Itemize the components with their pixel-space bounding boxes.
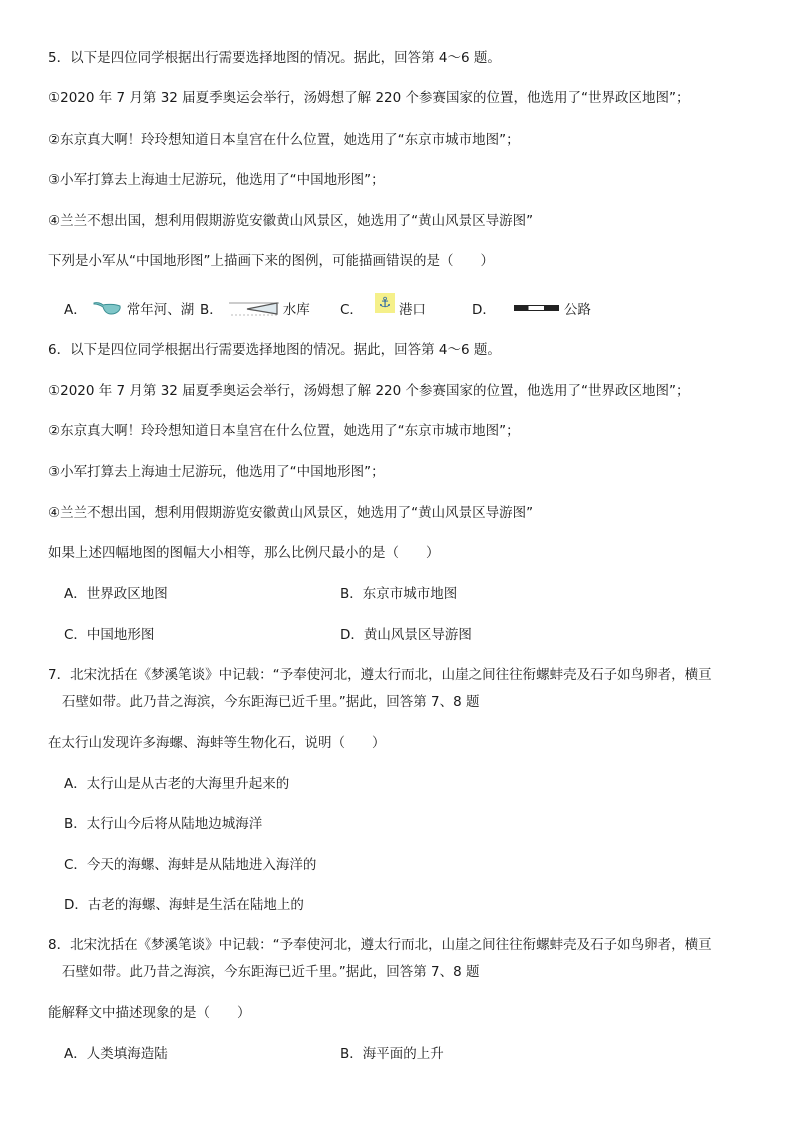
- q6-option-b[interactable]: B．东京市城市地图: [340, 586, 458, 602]
- q5-option-b[interactable]: [200, 296, 310, 320]
- q7-option-a[interactable]: A．太行山是从古老的大海里升起来的: [64, 776, 290, 792]
- option-text: 公路: [563, 302, 591, 318]
- q6-stem: 6．以下是四位同学根据出行需要选择地图的情况。据此，回答第 4～6 题。: [48, 342, 501, 358]
- q5-option-c[interactable]: [340, 296, 426, 320]
- q5-option-d[interactable]: [472, 296, 591, 320]
- option-text: 港口: [398, 302, 426, 318]
- q6-option-a[interactable]: A．世界政区地图: [64, 586, 168, 602]
- option-text: 常年河、湖: [126, 302, 195, 318]
- q6-option-c[interactable]: C．中国地形图: [64, 627, 155, 643]
- option-letter: A．: [64, 302, 87, 318]
- option-letter: B．: [200, 302, 223, 318]
- q7-option-c[interactable]: C．今天的海螺、海蚌是从陆地进入海洋的: [64, 857, 317, 873]
- q8-question: 能解释文中描述现象的是（ ）: [48, 1005, 251, 1021]
- q6-question: 如果上述四幅地图的图幅大小相等，那么比例尺最小的是（ ）: [48, 545, 440, 561]
- q6-scenario-4: ④兰兰不想出国，想利用假期游览安徽黄山风景区，她选用了“黄山风景区导游图”: [48, 505, 534, 521]
- option-text: 水库: [282, 302, 310, 318]
- q5-scenario-2: ②东京真大啊！玲玲想知道日本皇宫在什么位置，她选用了“东京市城市地图”；: [48, 132, 520, 148]
- q7-option-d[interactable]: D．古老的海螺、海蚌是生活在陆地上的: [64, 897, 304, 913]
- q5-scenario-3: ③小军打算去上海迪士尼游玩，他选用了“中国地形图”；: [48, 172, 385, 188]
- q8-stem-line-1: 8．北宋沈括在《梦溪笔谈》中记载：“予奉使河北，遵太行而北，山崖之间往往衔螺蚌壳及石子如鸟卵者，横亘: [48, 937, 712, 953]
- q8-stem-line-2: 石壁如带。此乃昔之海滨，今东距海已近千里。”据此，回答第 7、8 题: [62, 964, 480, 980]
- q8-option-a[interactable]: A．人类填海造陆: [64, 1046, 168, 1062]
- q6-option-d[interactable]: D．黄山风景区导游图: [340, 627, 472, 643]
- option-letter: C．: [340, 302, 363, 318]
- q5-scenario-4: ④兰兰不想出国，想利用假期游览安徽黄山风景区，她选用了“黄山风景区导游图”: [48, 213, 534, 229]
- q7-question: 在太行山发现许多海螺、海蚌等生物化石，说明（ ）: [48, 735, 386, 751]
- lake-river-icon: [93, 297, 123, 319]
- q8-option-b[interactable]: B．海平面的上升: [340, 1046, 444, 1062]
- reservoir-icon: [229, 297, 281, 319]
- q6-scenario-3: ③小军打算去上海迪士尼游玩，他选用了“中国地形图”；: [48, 464, 385, 480]
- q7-option-b[interactable]: B．太行山今后将从陆地边城海洋: [64, 816, 263, 832]
- q5-option-a[interactable]: [64, 296, 194, 320]
- option-letter: D．: [472, 302, 496, 318]
- q5-options: [64, 296, 764, 320]
- q6-scenario-2: ②东京真大啊！玲玲想知道日本皇宫在什么位置，她选用了“东京市城市地图”；: [48, 423, 520, 439]
- q5-question: 下列是小军从“中国地形图”上描画下来的图例，可能描画错误的是（ ）: [48, 253, 494, 269]
- road-icon: [514, 303, 560, 313]
- anchor-icon: ⚓: [375, 293, 395, 313]
- q5-scenario-1: ①2020 年 7 月第 32 届夏季奥运会举行，汤姆想了解 220 个参赛国家的位置，他选用了“世界政区地图”；: [48, 90, 690, 106]
- q7-stem-line-1: 7．北宋沈括在《梦溪笔谈》中记载：“予奉使河北，遵太行而北，山崖之间往往衔螺蚌壳及石子如鸟卵者，横亘: [48, 667, 712, 683]
- q6-scenario-1: ①2020 年 7 月第 32 届夏季奥运会举行，汤姆想了解 220 个参赛国家的位置，他选用了“世界政区地图”；: [48, 383, 690, 399]
- q7-stem-line-2: 石壁如带。此乃昔之海滨，今东距海已近千里。”据此，回答第 7、8 题: [62, 694, 480, 710]
- q5-stem: 5．以下是四位同学根据出行需要选择地图的情况。据此，回答第 4～6 题。: [48, 50, 501, 66]
